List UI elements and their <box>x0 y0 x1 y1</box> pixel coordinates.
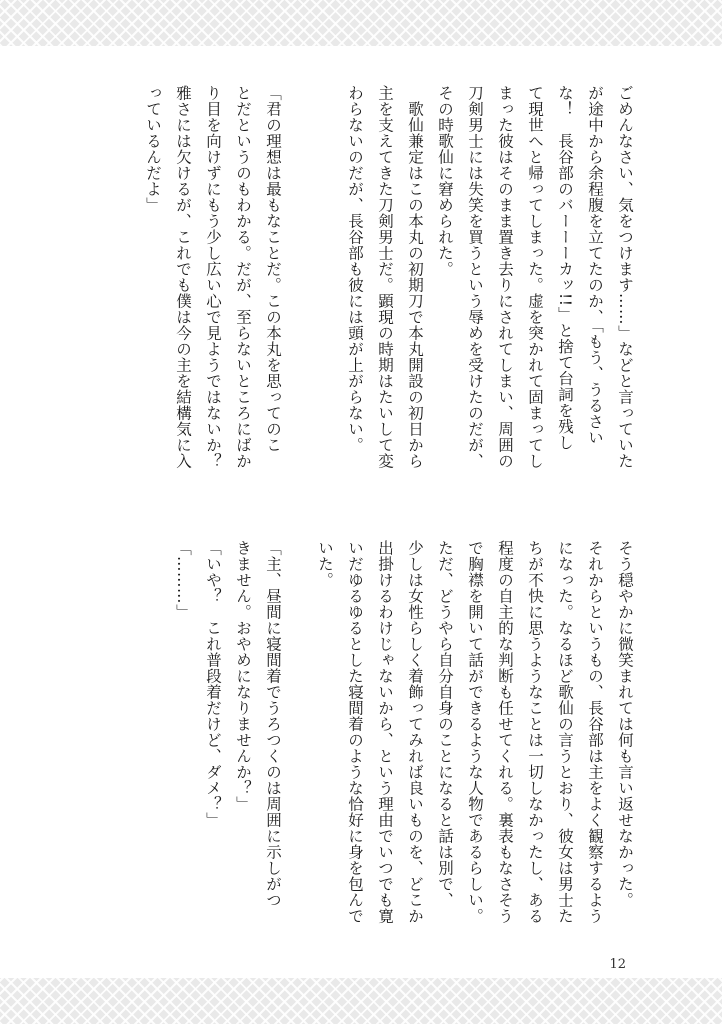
text-line: いだゆるゆるとした寝間着のような恰好に身を包んで <box>346 540 364 924</box>
text-line: それからというもの、長谷部は主をよく観察するよう <box>586 540 604 924</box>
upper-left-text-block <box>8 85 288 477</box>
text-line: になった。なるほど歌仙の言うとおり、彼女は男士た <box>556 540 574 924</box>
text-line: いた。 <box>316 540 334 588</box>
lower-right-text-block <box>288 540 640 930</box>
text-line: っているんだよ」 <box>144 85 162 213</box>
text-line: で胸襟を開いて話ができるような人物であるらしい。 <box>466 540 484 924</box>
text-line: 「主、昼間に寝間着でうろつくのは周囲に示しがつ <box>264 540 282 908</box>
text-line: 雅さには欠けるが、これでも僕は今の主を結構気に入 <box>174 85 192 469</box>
text-line: ただ、どうやら自分自身のことになると話は別で、 <box>436 540 454 908</box>
page-number: 12 <box>609 957 626 972</box>
text-line: まった彼はそのまま置き去りにされてしまい、周囲の <box>496 85 514 469</box>
text-line: そう穏やかに微笑まれては何も言い返せなかった。 <box>616 540 634 908</box>
upper-right-text-block <box>288 85 640 477</box>
text-line: きません。おやめになりませんか？」 <box>234 540 252 812</box>
text-line: 歌仙兼定はこの本丸の初期刀で本丸開設の初日から <box>406 85 424 469</box>
text-line: 「君の理想は最もなことだ。この本丸を思ってのこ <box>264 85 282 453</box>
text-line: 主を支えてきた刀剣男士だ。顕現の時期はたいして変 <box>376 85 394 469</box>
top-decorative-band <box>0 0 722 46</box>
bottom-decorative-band <box>0 978 722 1024</box>
text-line: 出掛けるわけじゃないから、という理由でいつでも寛 <box>376 540 394 924</box>
text-line: ごめんなさい、気をつけます……」などと言っていた <box>616 85 634 469</box>
lower-left-text-block <box>8 540 288 930</box>
text-line: て現世へと帰ってしまった。虚を突かれて固まってし <box>526 85 544 469</box>
text-line: 刀剣男士には失笑を買うという辱めを受けたのだが、 <box>466 85 484 469</box>
text-line: 「………」 <box>174 540 192 620</box>
text-line: わらないのだが、長谷部も彼には頭が上がらない。 <box>346 85 364 453</box>
text-line: 「いや？ これ普段着だけど、ダメ？」 <box>204 540 222 828</box>
text-line: とだというのもわかる。だが、至らないところにばか <box>234 85 252 469</box>
text-line: な！ 長谷部のバーーーカッ!!」と捨て台詞を残し <box>556 85 574 451</box>
text-line: その時歌仙に窘められた。 <box>436 85 454 277</box>
text-line: 程度の自主的な判断も任せてくれる。裏表もなさそう <box>496 540 514 924</box>
text-line: り目を向けずにもう少し広い心で見ようではないか？ <box>204 85 222 469</box>
text-line: ちが不快に思うようなことは一切しなかったし、ある <box>526 540 544 924</box>
text-line: が途中から余程腹を立てたのか、「もう、うるさい <box>586 85 604 446</box>
text-line: 少しは女性らしく着飾ってみれば良いものを、どこか <box>406 540 424 924</box>
